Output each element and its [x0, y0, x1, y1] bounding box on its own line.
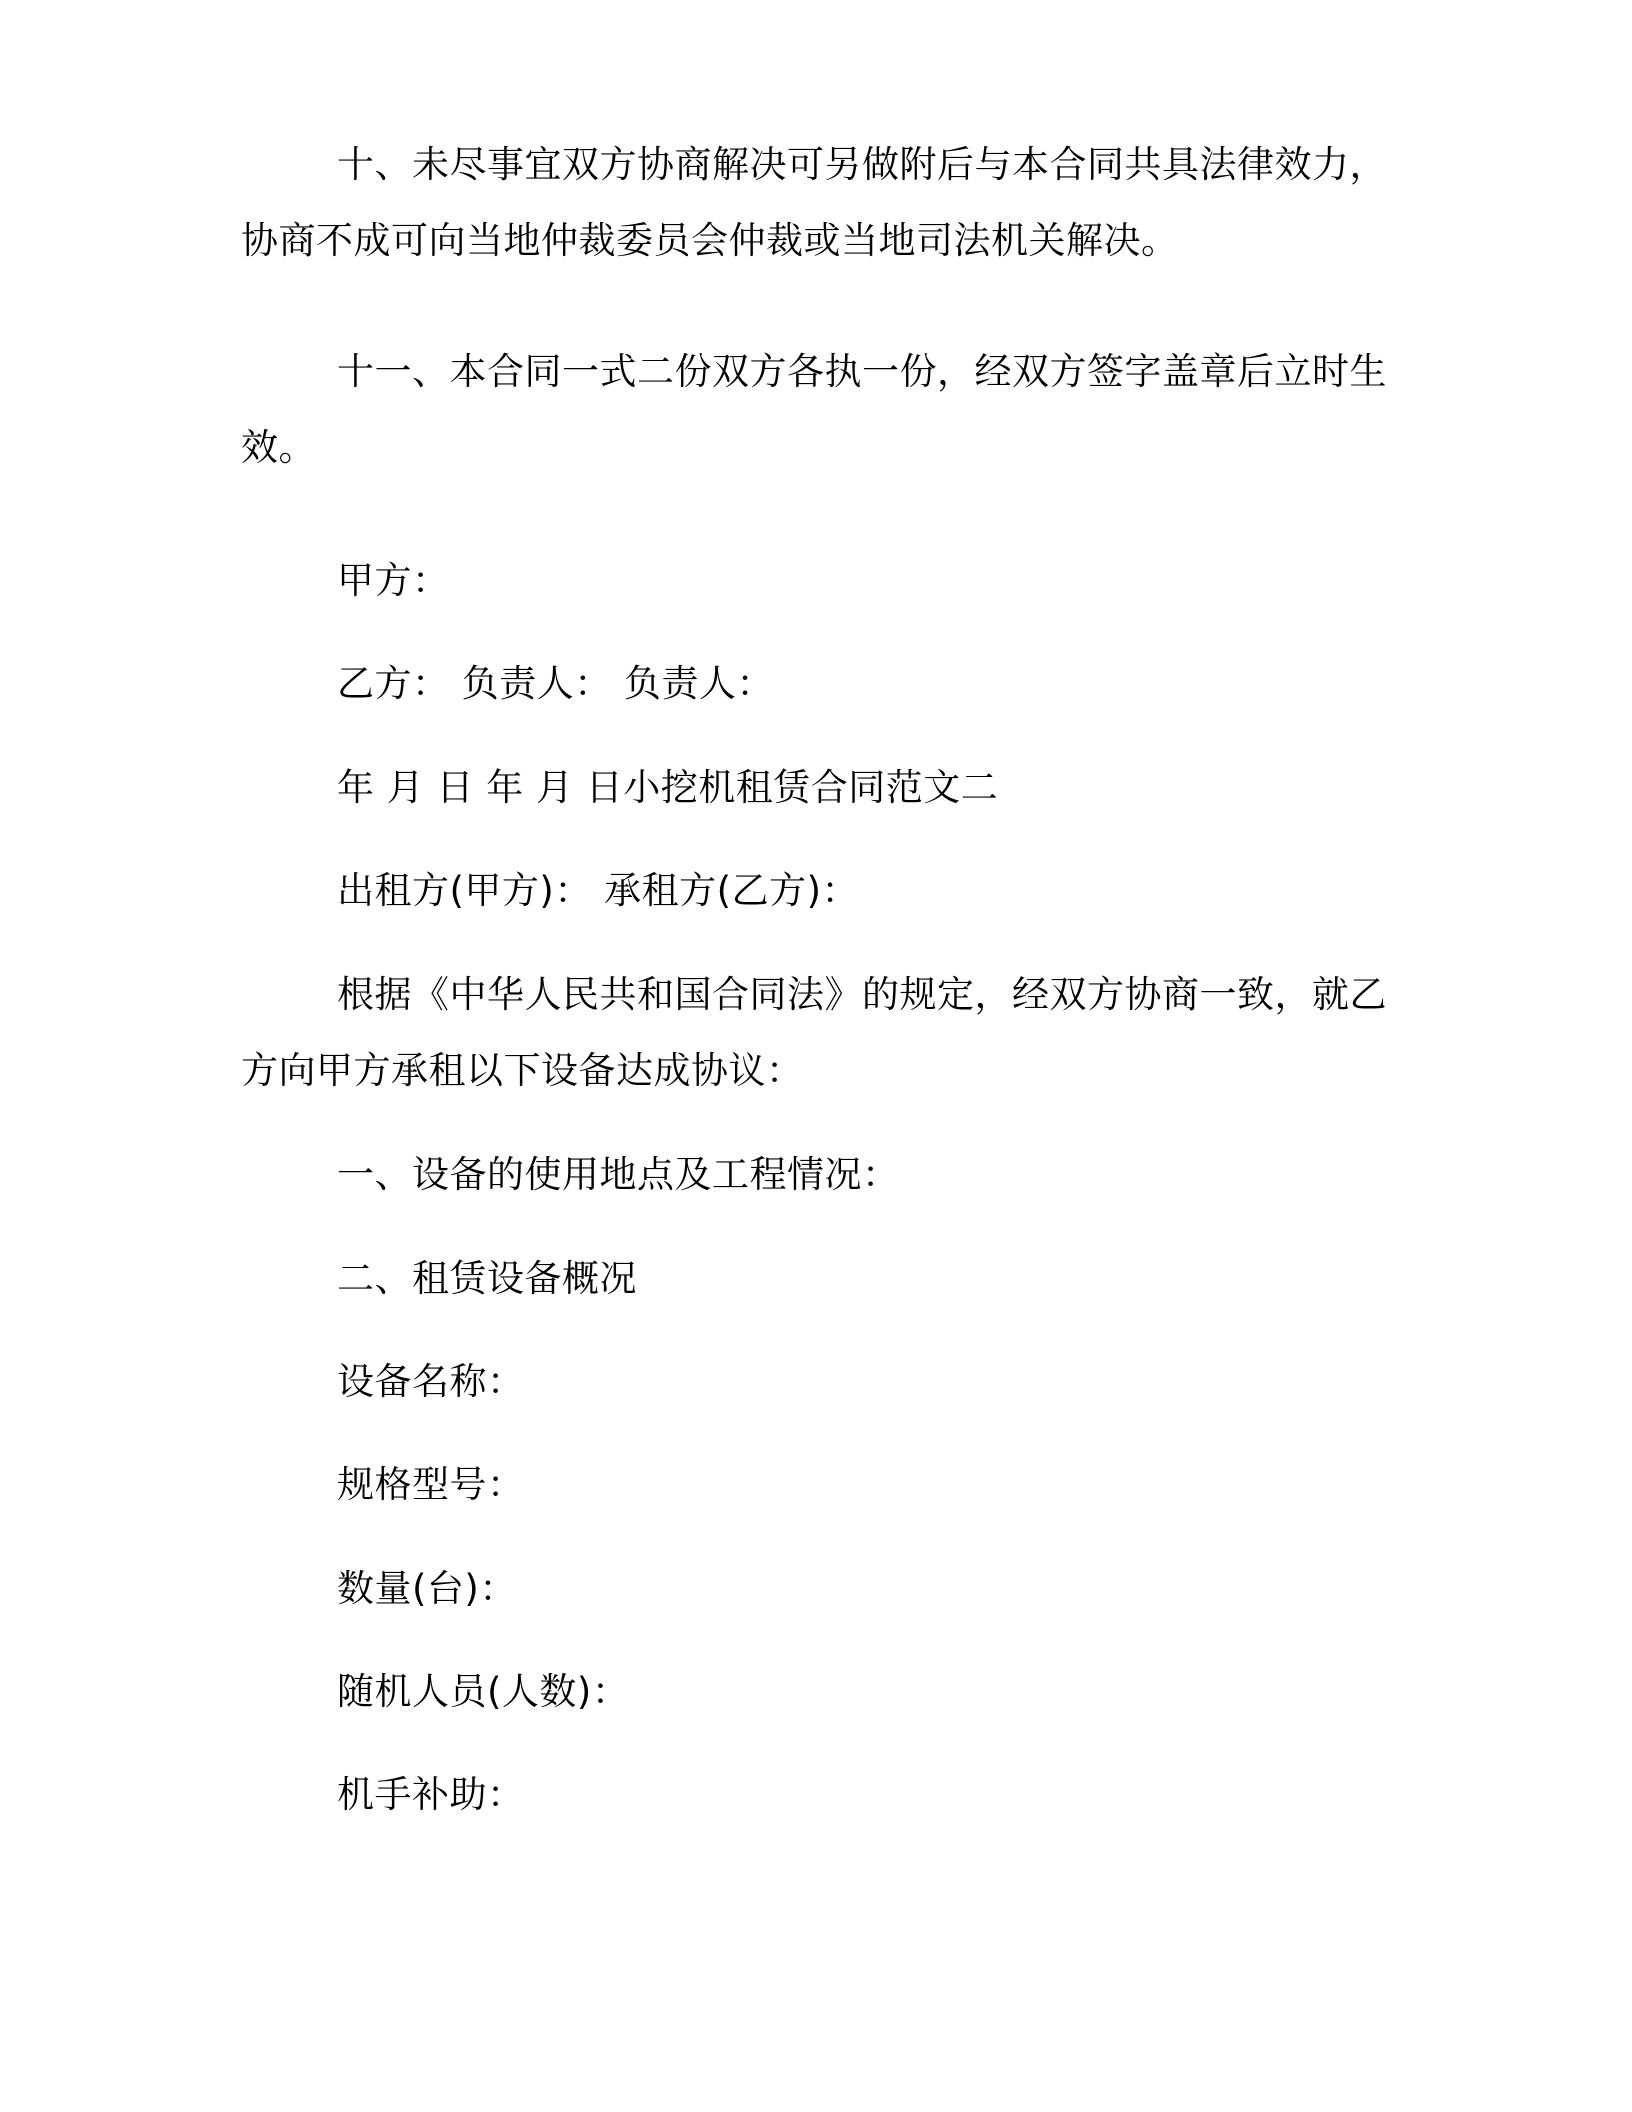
paragraph-date-title — [241, 750, 1381, 826]
paragraph-line: 十、未尽事宜双方协商解决可另做附后与本合同共具法律效力， — [337, 143, 1387, 186]
paragraph-clause-11 — [241, 334, 1387, 486]
paragraph-lessor-lessee — [241, 853, 1381, 929]
paragraph-line: 方向甲方承租以下设备达成协议： — [241, 1049, 804, 1092]
paragraph-model — [241, 1447, 1381, 1523]
paragraph-party-a — [241, 543, 1381, 619]
paragraph-operator-subsidy — [241, 1757, 1381, 1833]
paragraph-preamble — [241, 957, 1387, 1109]
paragraph-line: 随机人员(人数)： — [337, 1670, 630, 1713]
paragraph-party-b — [241, 646, 1381, 722]
paragraph-line: 二、租赁设备概况 — [337, 1257, 637, 1300]
paragraph-line: 设备名称： — [337, 1360, 525, 1403]
paragraph-line: 协商不成可向当地仲裁委员会仲裁或当地司法机关解决。 — [241, 219, 1179, 262]
paragraph-line: 年 月 日 年 月 日小挖机租赁合同范文二 — [337, 766, 999, 809]
paragraph-line: 根据《中华人民共和国合同法》的规定，经双方协商一致，就乙 — [337, 973, 1387, 1016]
paragraph-line: 十一、本合同一式二份双方各执一份，经双方签字盖章后立时生 — [337, 350, 1387, 393]
paragraph-clause-2 — [241, 1241, 1381, 1317]
paragraph-line: 出租方(甲方)： 承租方(乙方)： — [337, 869, 860, 912]
paragraph-line: 乙方： 负责人： 负责人： — [337, 662, 775, 705]
paragraph-staff — [241, 1654, 1381, 1730]
paragraph-line: 效。 — [241, 426, 316, 469]
paragraph-equipment-name — [241, 1344, 1381, 1420]
paragraph-line: 数量(台)： — [337, 1567, 517, 1610]
paragraph-line: 规格型号： — [337, 1463, 525, 1506]
paragraph-quantity — [241, 1551, 1381, 1627]
paragraph-clause-10 — [241, 127, 1387, 279]
paragraph-line: 甲方： — [337, 559, 450, 602]
paragraph-line: 机手补助： — [337, 1773, 525, 1816]
paragraph-clause-1 — [241, 1137, 1381, 1213]
paragraph-line: 一、设备的使用地点及工程情况： — [337, 1153, 900, 1196]
